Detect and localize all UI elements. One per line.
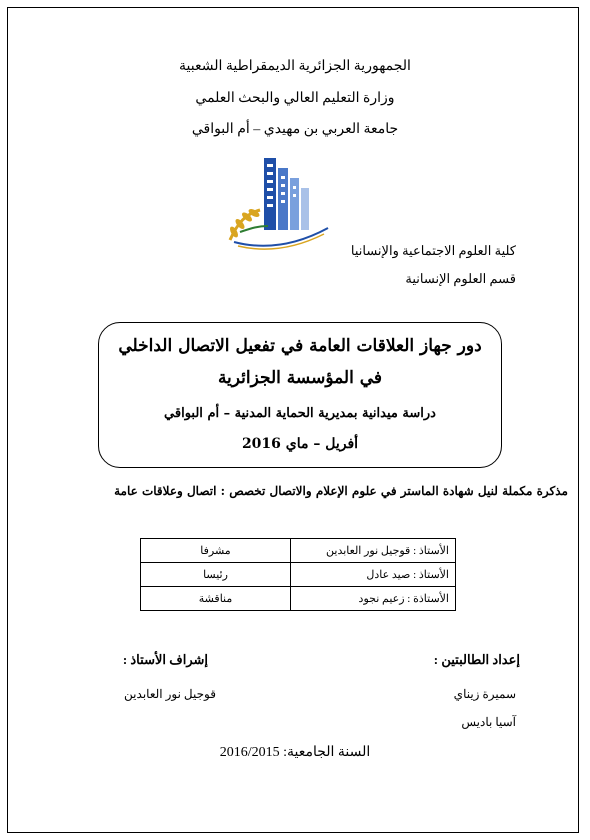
jury-name: الأستاذ : صيد عادل (291, 563, 456, 587)
republic-line: الجمهورية الجزائرية الديمقراطية الشعبية (179, 59, 411, 74)
jury-name: الأستاذة : زعيم نجود (291, 587, 456, 611)
student-name: آسيا باديس (461, 715, 516, 729)
thesis-title-line2: في المؤسسة الجزائرية (217, 368, 383, 388)
thesis-title-line1: دور جهاز العلاقات العامة في تفعيل الاتصال الداخلي (118, 336, 482, 356)
jury-name: الأستاذ : قوجيل نور العابدين (291, 539, 456, 563)
department-name: قسم العلوم الإنسانية (405, 271, 516, 286)
supervisor-name: قوجيل نور العابدين (124, 687, 216, 701)
students-label: إعداد الطالبتين : (433, 652, 520, 667)
faculty-name: كلية العلوم الاجتماعية والإنسانيا (350, 243, 516, 258)
jury-row (141, 587, 456, 611)
jury-role: مشرفا (141, 539, 291, 563)
academic-year: السنة الجامعية: 2016/2015 (219, 745, 371, 760)
student-name: سميرة زيناي (453, 687, 516, 701)
university-logo-icon (220, 152, 340, 252)
university-line: جامعة العربي بن مهيدي – أم البواقي (191, 122, 399, 137)
thesis-date: أفريل – ماي 2016 (241, 436, 359, 452)
supervisor-label: إشراف الأستاذ : (122, 652, 208, 667)
jury-role: رئيسا (141, 563, 291, 587)
jury-role: مناقشة (141, 587, 291, 611)
jury-table (140, 538, 456, 611)
ministry-line: وزارة التعليم العالي والبحث العلمي (195, 91, 395, 106)
jury-row (141, 563, 456, 587)
jury-row (141, 539, 456, 563)
thesis-subtitle: دراسة ميدانية بمديرية الحماية المدنية – أم البواقي (164, 406, 436, 421)
memo-statement: مذكرة مكملة لنيل شهادة الماستر في علوم الإعلام والاتصال تخصص : اتصال وعلاقات عامة (114, 484, 568, 498)
